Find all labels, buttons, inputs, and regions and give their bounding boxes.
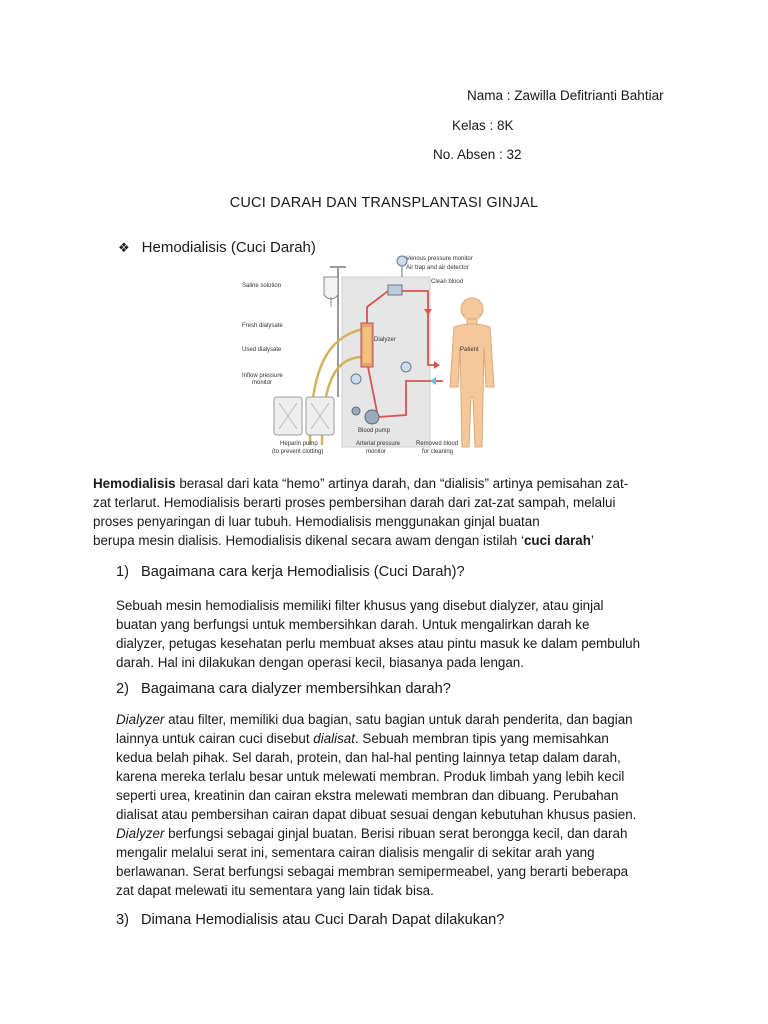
heparin-pump-icon xyxy=(352,407,360,415)
question-2-number: 2) xyxy=(116,681,129,697)
label-heparin-2: (to prevent clotting) xyxy=(272,449,324,455)
intro-term: Hemodialisis xyxy=(93,476,176,491)
document-title: CUCI DARAH DAN TRANSPLANTASI GINJAL xyxy=(229,195,539,211)
hemodialysis-diagram xyxy=(238,247,496,462)
label-inflow-1: Inflow pressure xyxy=(242,373,283,379)
label-saline: Saline solution xyxy=(242,283,282,289)
answer-1-line: Sebuah mesin hemodialisis memiliki filter khusus yang disebut dialyzer, atau ginjal xyxy=(116,598,604,613)
label-venous: Venous pressure monitor xyxy=(406,256,473,262)
answer-1-line: buatan yang berfungsi untuk membersihkan darah. Untuk mengalirkan darah ke xyxy=(116,617,590,632)
label-removed-2: for cleaning xyxy=(422,449,454,455)
answer-1-line: darah. Hal ini dilakukan dengan operasi kecil, biasanya pada lengan. xyxy=(116,655,524,670)
label-blood-pump: Blood pump xyxy=(358,428,391,434)
label-arterial-2: monitor xyxy=(366,449,387,455)
answer-2: Dialyzer atau filter, memiliki dua bagian, satu bagian untuk darah penderita, dan bagian lainnya untuk cairan cuci disebut dialisat. Sebuah membran tipis yang memisahkan kedua belah pihak. Sel darah, protein, dan hal-hal penting lainnya tetap dalam darah, karena mereka terlalu besar untuk melewati membran. Produk limbah yang lebih kecil seperti urea, kreatinin dan cairan ekstra melewati membran dan dibuang. Perubahan dialisat atau pembersihan cairan dapat dibuat sesuai dengan kebutuhan khusus pasien. Dialyzer berfungsi sebagai ginjal buatan. Berisi ribuan serat berongga kecil, dan darah mengalir melalui serat ini, sementara cairan dialisis mengalir di sekitar arah yang berlawanan. Serat berfungsi sebagai membran semipermeabel, yang berarti beberapa zat dapat melewati itu sementara yang lain tidak bisa. xyxy=(116,712,637,898)
label-patient: Patient xyxy=(460,347,479,353)
patient-figure xyxy=(450,298,494,447)
arterial-monitor-icon xyxy=(401,362,411,372)
label-inflow-2: monitor xyxy=(252,380,273,386)
answer-1-line: dialyzer, petugas kesehatan perlu membuat akses atau pintu masuk ke dalam pembuluh xyxy=(116,636,641,651)
question-3-text: Dimana Hemodialisis atau Cuci Darah Dapat dilakukan? xyxy=(140,912,505,928)
air-trap-icon xyxy=(388,285,402,295)
label-removed-1: Removed blood xyxy=(416,441,459,447)
question-3-number: 3) xyxy=(116,912,129,928)
inflow-monitor-icon xyxy=(351,374,361,384)
question-2-text: Bagaimana cara dialyzer membersihkan darah? xyxy=(140,681,451,697)
student-name: Nama : Zawilla Defitrianti Bahtiar xyxy=(467,88,664,103)
dialysis-machine-body xyxy=(342,277,430,447)
diamond-bullet-icon: ❖ xyxy=(118,239,130,255)
label-clean-blood: Clean blood xyxy=(431,279,464,285)
intro-paragraph: Hemodialisis berasal dari kata “hemo” artinya darah, dan “dialisis” artinya pemisahan zat- zat terlarut. Hemodialisis berarti proses pembersihan darah dari zat-zat sampah, melalui proses penyaringan di luar tubuh. Hemodialisis menggunakan ginjal buatan berupa mesin dialisis. Hemodialisis dikenal secara awam dengan istilah ‘cuci darah’ xyxy=(93,476,629,548)
section-heading-text: Hemodialisis (Cuci Darah) xyxy=(141,239,316,256)
question-3 xyxy=(116,912,504,928)
blood-pump-icon xyxy=(365,410,379,424)
saline-bag-icon xyxy=(324,277,338,299)
label-fresh-dialysate: Fresh dialysate xyxy=(242,323,283,329)
question-2 xyxy=(116,681,451,697)
student-class: Kelas : 8K xyxy=(452,118,514,133)
label-used-dialysate: Used dialysate xyxy=(242,347,282,353)
answer-1 xyxy=(116,596,676,672)
label-arterial-1: Arterial pressure xyxy=(356,441,401,447)
label-heparin-1: Heparin pump xyxy=(280,441,318,447)
question-1-text: Bagaimana cara kerja Hemodialisis (Cuci Darah)? xyxy=(140,564,465,580)
label-dialyzer: Dialyzer xyxy=(374,337,396,343)
question-1-number: 1) xyxy=(116,564,129,580)
label-air-trap: Air trap and air detector xyxy=(406,265,469,271)
student-number: No. Absen : 32 xyxy=(433,147,522,162)
question-1 xyxy=(116,564,465,580)
